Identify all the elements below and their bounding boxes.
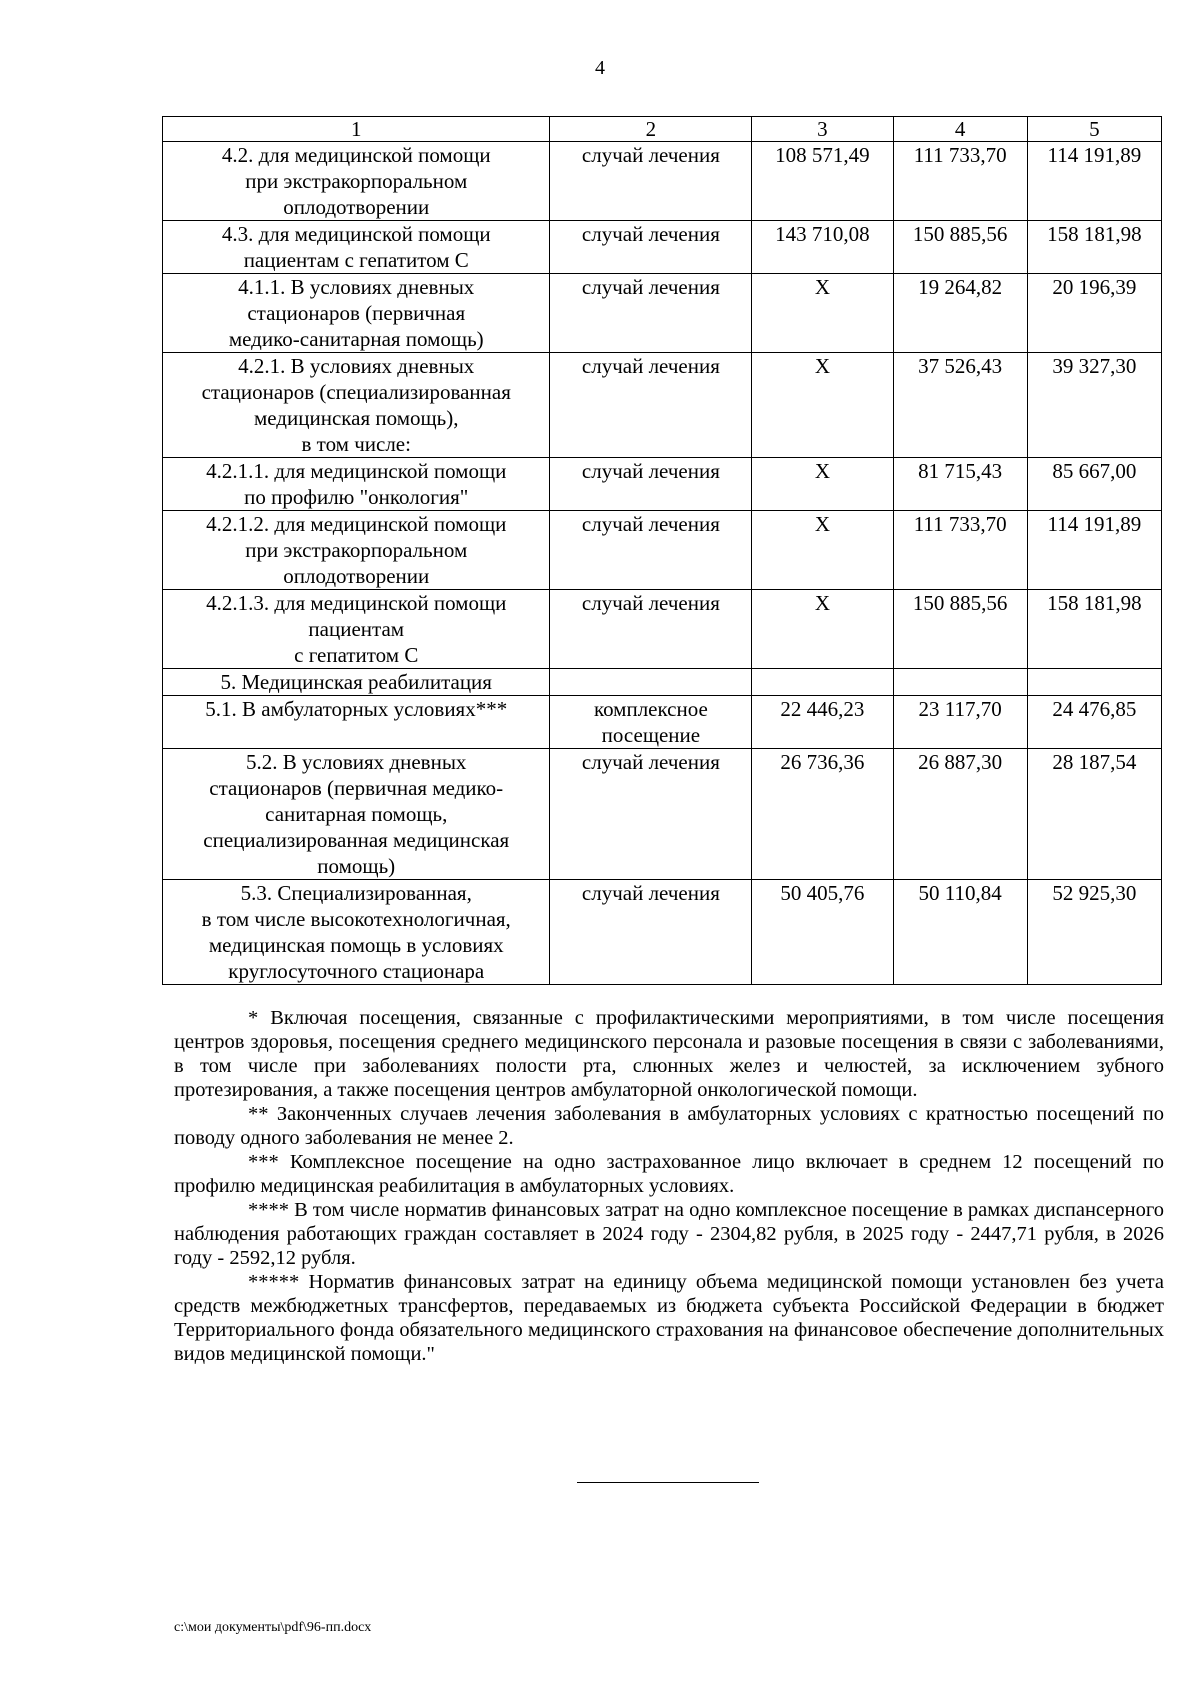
value-2025-cell: 111 733,70 <box>893 511 1027 590</box>
value-2026-cell <box>1027 669 1161 696</box>
unit-cell: случай лечения <box>550 458 752 511</box>
table-row <box>163 590 1162 669</box>
table-row <box>163 696 1162 749</box>
unit-cell: случай лечения <box>550 590 752 669</box>
column-header: 4 <box>893 117 1027 142</box>
row-name-cell: 5.3. Специализированная, в том числе высокотехнологичная, медицинская помощь в условиях круглосуточного стационара <box>163 880 550 985</box>
row-name-cell: 4.2. для медицинской помощи при экстракорпоральном оплодотворении <box>163 142 550 221</box>
footnote: * Включая посещения, связанные с профилактическими мероприятиями, в том числе посещения центров здоровья, посещения среднего медицинского персонала и разовые посещения в связи с заболеваниями, в том числе при заболеваниях полости рта, слюнных желез и челюстей, за исключением зубного протезирования, а также посещения центров амбулаторной онкологической помощи. <box>174 1007 1164 1101</box>
footnote: ** Законченных случаев лечения заболевания в амбулаторных условиях с кратностью посещений по поводу одного заболевания не менее 2. <box>174 1103 1164 1149</box>
value-2024-cell: 108 571,49 <box>752 142 893 221</box>
value-2025-cell: 37 526,43 <box>893 353 1027 458</box>
value-2026-cell: 24 476,85 <box>1027 696 1161 749</box>
value-2026-cell: 114 191,89 <box>1027 142 1161 221</box>
value-2024-cell: Х <box>752 274 893 353</box>
unit-cell: случай лечения <box>550 511 752 590</box>
unit-cell: случай лечения <box>550 749 752 880</box>
value-2026-cell: 158 181,98 <box>1027 590 1161 669</box>
value-2024-cell: 22 446,23 <box>752 696 893 749</box>
footnotes <box>174 1006 1164 1366</box>
column-header: 1 <box>163 117 550 142</box>
row-name-cell: 4.2.1.1. для медицинской помощи по профилю "онкология" <box>163 458 550 511</box>
table-row <box>163 142 1162 221</box>
value-2024-cell: 50 405,76 <box>752 880 893 985</box>
row-name-cell: 4.2.1.3. для медицинской помощи пациентам с гепатитом С <box>163 590 550 669</box>
value-2025-cell: 26 887,30 <box>893 749 1027 880</box>
value-2026-cell: 52 925,30 <box>1027 880 1161 985</box>
column-header: 5 <box>1027 117 1161 142</box>
row-name-cell: 5.1. В амбулаторных условиях*** <box>163 696 550 749</box>
value-2025-cell: 81 715,43 <box>893 458 1027 511</box>
unit-cell: случай лечения <box>550 221 752 274</box>
value-2024-cell: Х <box>752 353 893 458</box>
footnote: **** В том числе норматив финансовых затрат на одно комплексное посещение в рамках диспансерного наблюдения работающих граждан составляет в 2024 году - 2304,82 рубля, в 2025 году - 2447,71 рубля, в 2026 году - 2592,12 рубля. <box>174 1199 1164 1269</box>
row-name-cell: 4.2.1. В условиях дневных стационаров (специализированная медицинская помощь), в том числе: <box>163 353 550 458</box>
row-name-cell: 5.2. В условиях дневных стационаров (первичная медико- санитарная помощь, специализированная медицинская помощь) <box>163 749 550 880</box>
value-2024-cell: Х <box>752 458 893 511</box>
table-row <box>163 274 1162 353</box>
value-2025-cell: 150 885,56 <box>893 590 1027 669</box>
table-row <box>163 880 1162 985</box>
table-row <box>163 669 1162 696</box>
column-header: 3 <box>752 117 893 142</box>
closing-divider <box>577 1482 759 1483</box>
value-2025-cell: 23 117,70 <box>893 696 1027 749</box>
value-2026-cell: 28 187,54 <box>1027 749 1161 880</box>
value-2026-cell: 20 196,39 <box>1027 274 1161 353</box>
table-row <box>163 511 1162 590</box>
table-row <box>163 221 1162 274</box>
unit-cell: случай лечения <box>550 353 752 458</box>
value-2025-cell: 19 264,82 <box>893 274 1027 353</box>
file-path: c:\мои документы\pdf\96-пп.docx <box>174 1620 372 1635</box>
footnote: ***** Норматив финансовых затрат на единицу объема медицинской помощи установлен без учета средств межбюджетных трансфертов, передаваемых из бюджета субъекта Российской Федерации в бюджет Территориального фонда обязательного медицинского страхования на финансовое обеспечение дополнительных видов медицинской помощи." <box>174 1271 1164 1365</box>
page-number: 4 <box>595 57 605 79</box>
value-2025-cell: 50 110,84 <box>893 880 1027 985</box>
value-2024-cell: 26 736,36 <box>752 749 893 880</box>
financial-norms-table <box>162 116 1162 985</box>
value-2025-cell <box>893 669 1027 696</box>
value-2026-cell: 114 191,89 <box>1027 511 1161 590</box>
value-2025-cell: 111 733,70 <box>893 142 1027 221</box>
value-2026-cell: 158 181,98 <box>1027 221 1161 274</box>
value-2025-cell: 150 885,56 <box>893 221 1027 274</box>
table-row <box>163 458 1162 511</box>
table-row <box>163 353 1162 458</box>
row-name-cell: 5. Медицинская реабилитация <box>163 669 550 696</box>
row-name-cell: 4.2.1.2. для медицинской помощи при экстракорпоральном оплодотворении <box>163 511 550 590</box>
table-header-row <box>163 117 1162 142</box>
value-2024-cell: 143 710,08 <box>752 221 893 274</box>
unit-cell: случай лечения <box>550 274 752 353</box>
value-2026-cell: 85 667,00 <box>1027 458 1161 511</box>
value-2024-cell: Х <box>752 511 893 590</box>
row-name-cell: 4.1.1. В условиях дневных стационаров (первичная медико-санитарная помощь) <box>163 274 550 353</box>
unit-cell: комплексное посещение <box>550 696 752 749</box>
footnote: *** Комплексное посещение на одно застрахованное лицо включает в среднем 12 посещений по профилю медицинская реабилитация в амбулаторных условиях. <box>174 1151 1164 1197</box>
unit-cell <box>550 669 752 696</box>
unit-cell: случай лечения <box>550 880 752 985</box>
unit-cell: случай лечения <box>550 142 752 221</box>
table-row <box>163 749 1162 880</box>
value-2026-cell: 39 327,30 <box>1027 353 1161 458</box>
column-header: 2 <box>550 117 752 142</box>
row-name-cell: 4.3. для медицинской помощи пациентам с гепатитом С <box>163 221 550 274</box>
value-2024-cell <box>752 669 893 696</box>
value-2024-cell: Х <box>752 590 893 669</box>
